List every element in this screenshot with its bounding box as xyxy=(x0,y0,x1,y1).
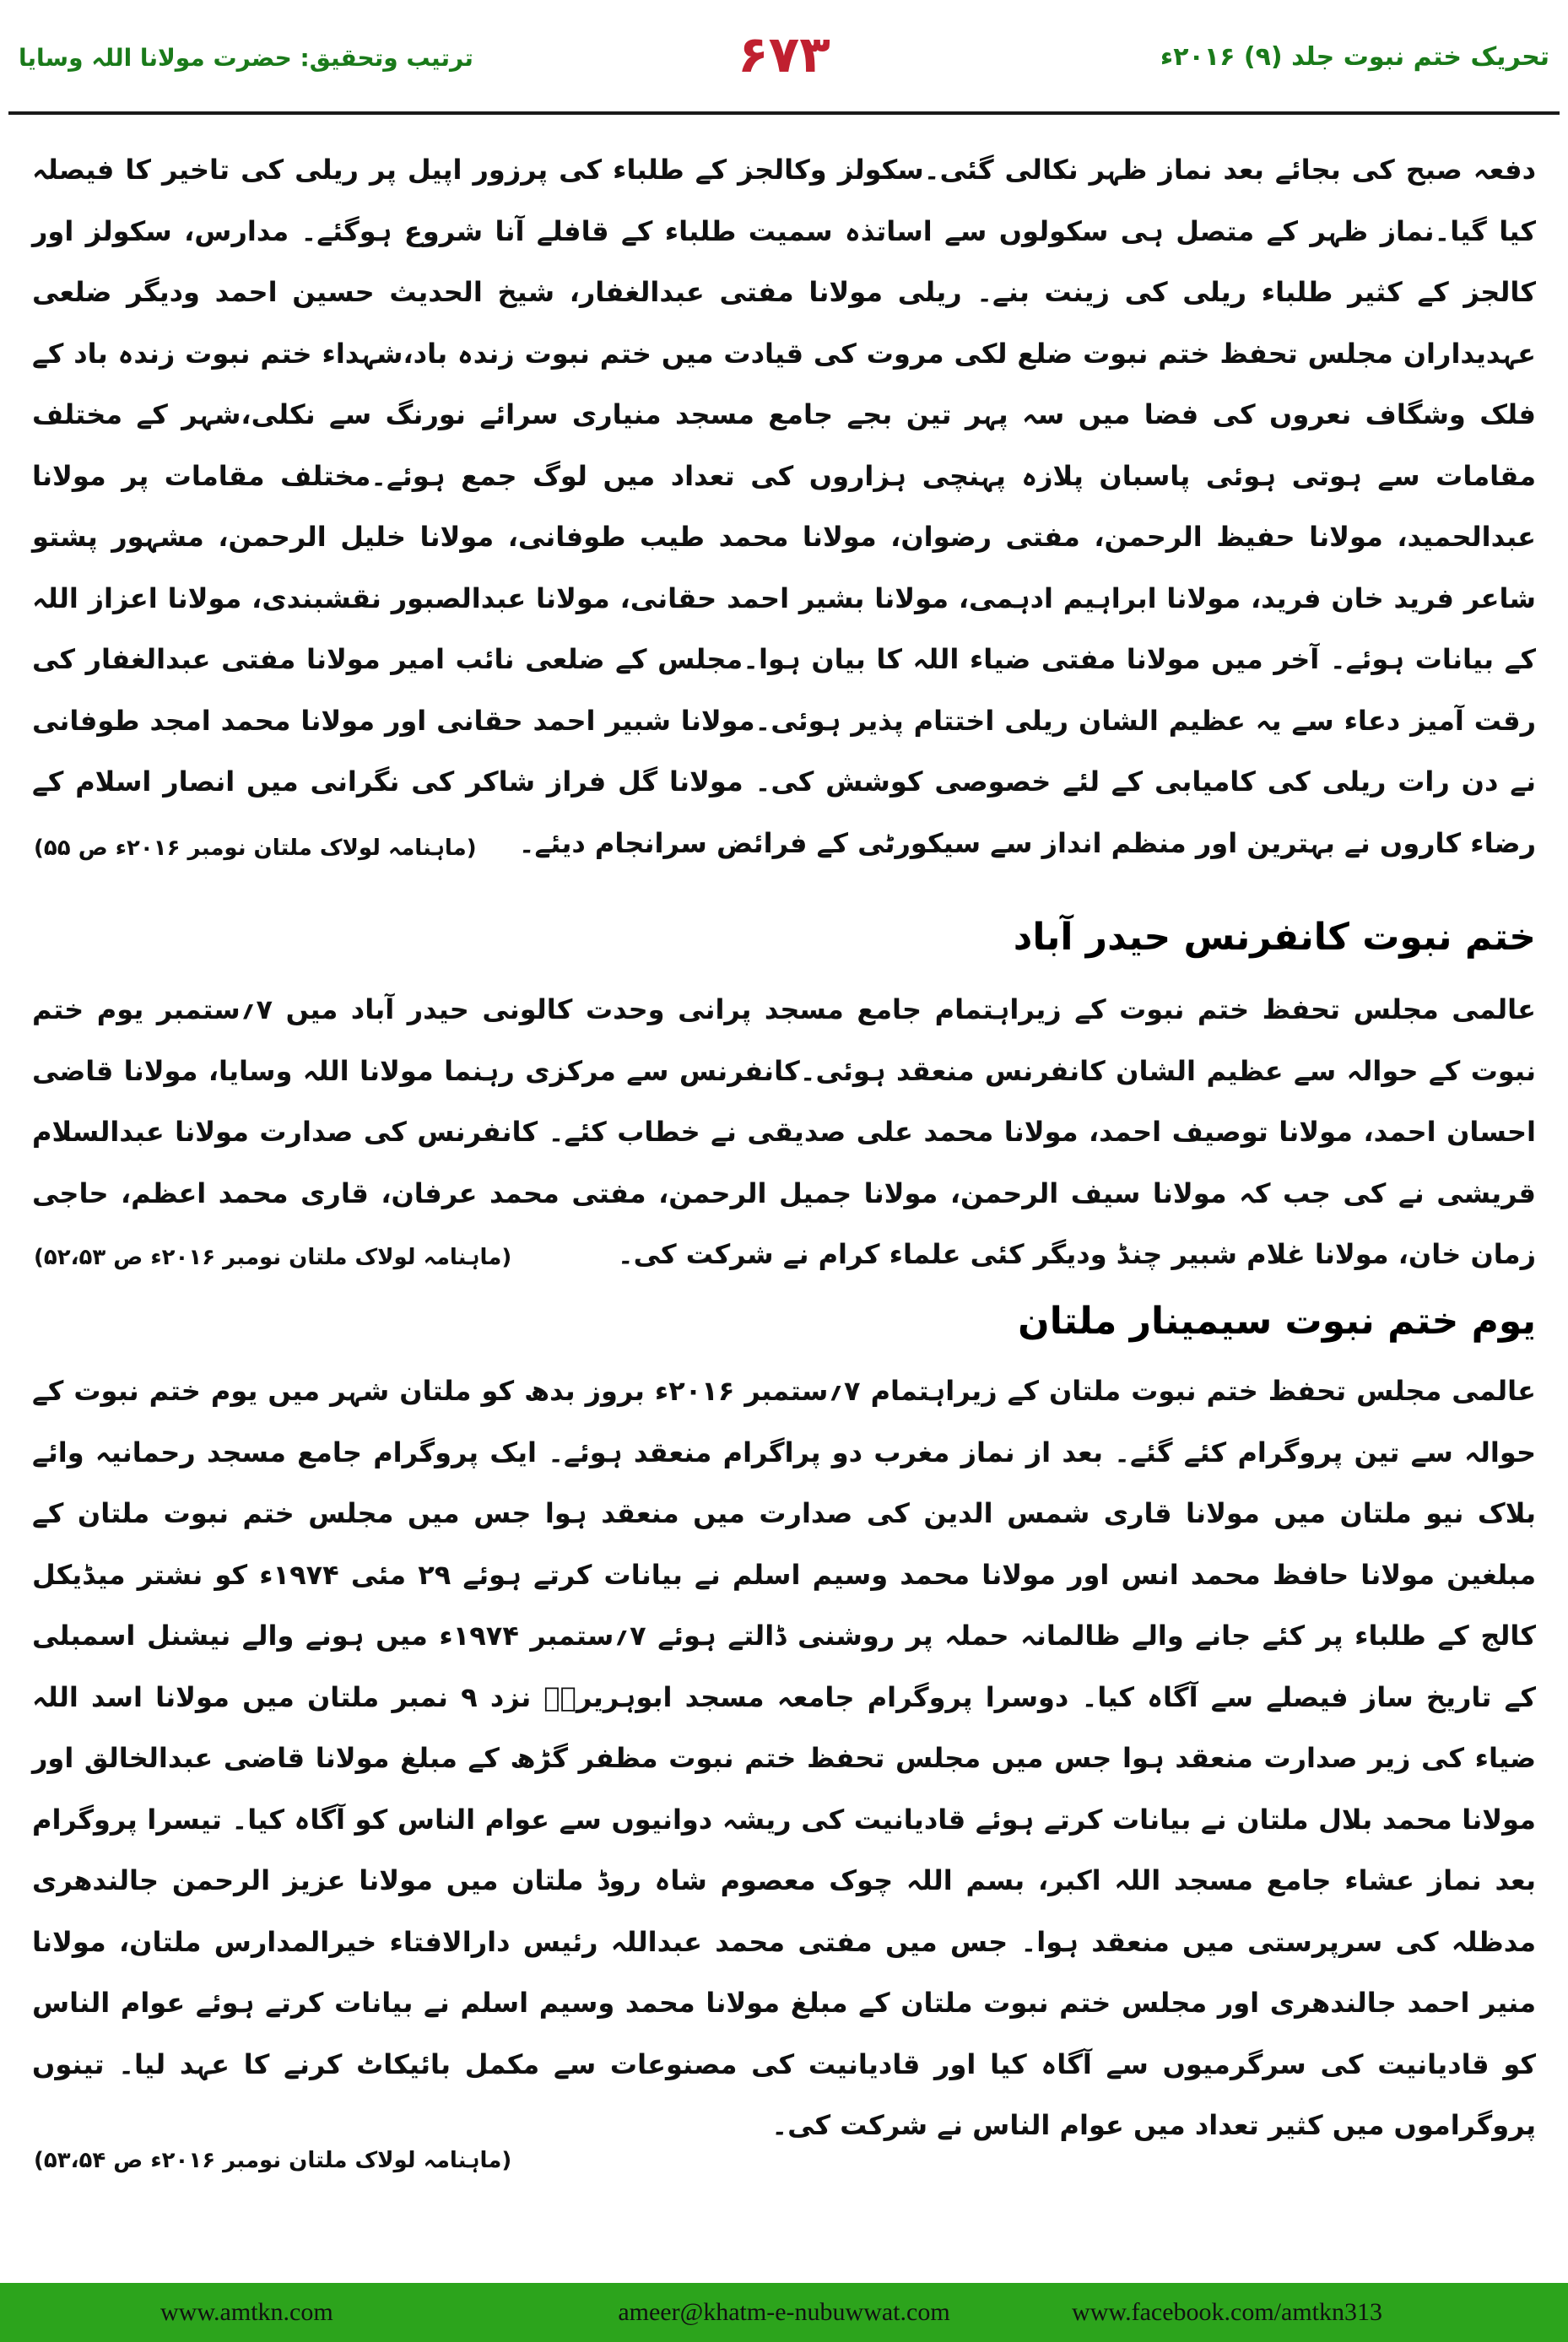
page-number: ۶۷۳ xyxy=(738,25,830,84)
section3-citation: (ماہنامہ لولاک ملتان نومبر ۲۰۱۶ء ص ۵۳،۵۴) xyxy=(34,2148,512,2173)
page-header xyxy=(0,25,1568,93)
section1-paragraph: دفعہ صبح کی بجائے بعد نماز ظہر نکالی گئی۔سکولز وکالجز کے طلباء کی پرزور اپیل پر ریلی کی تاخیر کا فیصلہ کیا گیا۔نماز ظہر کے متصل ہی سکولوں سے اساتذہ سمیت طلباء کے قافلے آنا شروع ہوگئے۔ مدارس، سکولز اور کالجز کے کثیر طلباء ریلی کی زینت بنے۔ ریلی مولانا مفتی عبدالغفار، شیخ الحدیث حسین احمد ودیگر ضلعی عہدیداران مجلس تحفظ ختم نبوت ضلع لکی مروت کی قیادت میں ختم نبوت زندہ باد،شہداء ختم نبوت زندہ باد کے فلک وشگاف نعروں کی فضا میں سہ پہر تین بجے جامع مسجد منیاری سرائے نورنگ سے نکلی،شہر کے مختلف مقامات سے ہوتی ہوئی پاسبان پلازہ پہنچی ہزاروں کی تعداد میں لوگ جمع ہوئے۔مختلف مقامات پر مولانا عبدالحمید، مولانا حفیظ الرحمن، مفتی رضوان، مولانا محمد طیب طوفانی، مولانا خلیل الرحمن، مشہور پشتو شاعر فرید خان فرید، مولانا ابراہیم ادہمی، مولانا بشیر احمد حقانی، مولانا عبدالصبور نقشبندی، مولانا اعزاز اللہ کے بیانات ہوئے۔ آخر میں مولانا مفتی ضیاء اللہ کا بیان ہوا۔مجلس کے ضلعی نائب امیر مولانا مفتی عبدالغفار کی رقت آمیز دعاء سے یہ عظیم الشان ریلی اختتام پذیر ہوئی۔مولانا شبیر احمد حقانی اور مولانا محمد امجد طوفانی نے دن رات ریلی کی کامیابی کے لئے خصوصی کوشش کی۔ مولانا گل فراز شاکر کی نگرانی میں انصار اسلام کے رضاء کاروں نے بہترین اور منظم انداز سے سیکورٹی کے فرائض سرانجام دیئے۔ xyxy=(32,154,1537,859)
section1-citation: (ماہنامہ لولاک ملتان نومبر ۲۰۱۶ء ص ۵۵) xyxy=(34,836,477,861)
book-title: تحریک ختم نبوت جلد (۹) ۲۰۱۶ء xyxy=(1160,42,1549,72)
email-address[interactable]: ameer@khatm-e-nubuwwat.com xyxy=(618,2298,950,2326)
section3-heading: یوم ختم نبوت سیمینار ملتان xyxy=(1018,1300,1536,1343)
website-link[interactable]: www.amtkn.com xyxy=(160,2298,333,2326)
section3-paragraph: عالمی مجلس تحفظ ختم نبوت ملتان کے زیراہتمام ۷؍ستمبر ۲۰۱۶ء بروز بدھ کو ملتان شہر میں یوم ختم نبوت کے حوالہ سے تین پروگرام کئے گئے۔ بعد از نماز مغرب دو پراگرام منعقد ہوئے۔ ایک پروگرام جامع مسجد رحمانیہ وائے بلاک نیو ملتان میں مولانا قاری شمس الدین کی صدارت میں منعقد ہوا جس میں مجلس ختم نبوت ملتان کے مبلغین مولانا حافظ محمد انس اور مولانا محمد وسیم اسلم نے بیانات کرتے ہوئے ۲۹ مئی ۱۹۷۴ء کو نشتر میڈیکل کالج کے طلباء پر کئے جانے والے ظالمانہ حملہ پر روشنی ڈالتے ہوئے ۷؍ستمبر ۱۹۷۴ء میں ہونے والے نیشنل اسمبلی کے تاریخ ساز فیصلے سے آگاہ کیا۔ دوسرا پروگرام جامعہ مسجد ابوہریرہؓ نزد ۹ نمبر ملتان میں مولانا اسد اللہ ضیاء کی زیر صدارت منعقد ہوا جس میں مجلس تحفظ ختم نبوت مظفر گڑھ کے مبلغ مولانا قاضی عبدالخالق اور مولانا محمد بلال ملتان نے بیانات کرتے ہوئے قادیانیت کی ریشہ دوانیوں سے عوام الناس کو آگاہ کیا۔ تیسرا پروگرام بعد نماز عشاء جامع مسجد اللہ اکبر، بسم اللہ چوک معصوم شاہ روڈ ملتان میں مولانا عزیز الرحمن جالندھری مدظلہ کی سرپرستی میں منعقد ہوا۔ جس میں مفتی محمد عبداللہ رئیس دارالافتاء خیرالمدارس ملتان، مولانا منیر احمد جالندھری اور مجلس ختم نبوت ملتان کے مبلغ مولانا محمد وسیم اسلم نے بیانات کرتے ہوئے عوام الناس کو قادیانیت کی سرگرمیوں سے آگاہ کیا اور قادیانیت کی مصنوعات سے مکمل بائیکاٹ کرنے کا عہد لیا۔ تینوں پروگراموں میں کثیر تعداد میں عوام الناس نے شرکت کی۔ xyxy=(32,1375,1537,2141)
compiler-credit: ترتیب وتحقیق: حضرت مولانا اللہ وسایا xyxy=(19,44,473,72)
section2-heading: ختم نبوت کانفرنس حیدر آباد xyxy=(1013,916,1536,959)
page-footer xyxy=(0,2283,1568,2342)
header-divider xyxy=(8,111,1560,115)
facebook-link[interactable]: www.facebook.com/amtkn313 xyxy=(1072,2298,1382,2326)
section2-citation: (ماہنامہ لولاک ملتان نومبر ۲۰۱۶ء ص ۵۲،۵۳) xyxy=(34,1245,512,1270)
section2-paragraph: عالمی مجلس تحفظ ختم نبوت کے زیراہتمام جامع مسجد پرانی وحدت کالونی حیدر آباد میں ۷؍ستمبر یوم ختم نبوت کے حوالہ سے عظیم الشان کانفرنس منعقد ہوئی۔کانفرنس سے مرکزی رہنما مولانا اللہ وسایا، مولانا قاضی احسان احمد، مولانا توصیف احمد، مولانا محمد علی صدیقی نے خطاب کئے۔ کانفرنس کی صدارت مولانا عبدالسلام قریشی نے کی جب کہ مولانا سیف الرحمن، مولانا جمیل الرحمن، مفتی محمد عرفان، قاری محمد اعظم، حاجی زمان خان، مولانا غلام شبیر چنڈ ودیگر کئی علماء کرام نے شرکت کی۔ xyxy=(32,993,1537,1270)
